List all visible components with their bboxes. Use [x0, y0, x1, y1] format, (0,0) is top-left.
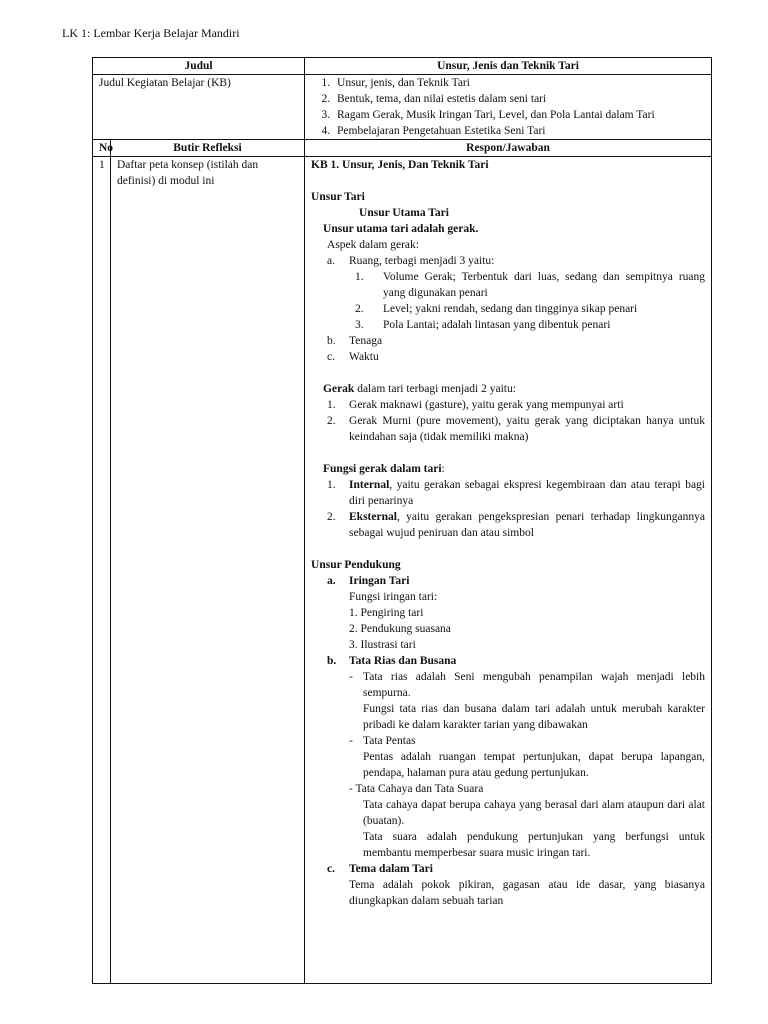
- fungsi-iringan: Fungsi iringan tari:: [349, 591, 438, 603]
- no-header: No: [93, 140, 111, 157]
- fungsi-item-label: Internal: [349, 479, 390, 491]
- row-number: 1: [93, 157, 111, 984]
- column-header-row: [93, 140, 712, 157]
- pentas-label: Tata Pentas: [363, 735, 416, 747]
- aspek-a-text: Ruang, terbagi menjadi 3 yaitu:: [349, 255, 495, 267]
- fungsi-colon: :: [441, 463, 445, 475]
- gerak-label: Gerak: [323, 383, 355, 395]
- respon-header: Respon/Jawaban: [305, 140, 712, 157]
- rias-item: [311, 669, 705, 701]
- iringan-item: 2. Pendukung suasana: [349, 623, 451, 635]
- cahaya-text: Tata cahaya dapat berupa cahaya yang berasal dari alam ataupun dari alat (buatan).: [363, 799, 705, 827]
- kb-item: 1. Unsur, jenis, dan Teknik Tari: [333, 75, 705, 91]
- unsur-tari-heading: Unsur Tari: [311, 191, 365, 203]
- list-marker: 1.: [355, 271, 364, 283]
- title-header-row: [93, 58, 712, 75]
- iringan-item: 3. Ilustrasi tari: [349, 639, 416, 651]
- kb-title: KB 1. Unsur, Jenis, Dan Teknik Tari: [311, 159, 489, 171]
- aspek-b: [311, 333, 705, 349]
- kb-item: 3. Ragam Gerak, Musik Iringan Tari, Level, dan Pola Lantai dalam Tari: [333, 107, 705, 123]
- list-marker: b.: [327, 655, 337, 667]
- rias-text: Tata rias adalah Seni mengubah penampilan wajah menjadi lebih sempurna.: [363, 671, 705, 699]
- gerak-rest: dalam tari terbagi menjadi 2 yaitu:: [354, 383, 516, 395]
- fungsi-item-text: , yaitu gerakan pengekspresian penari terhadap lingkungannya sebagai wujud peniruan dan atau simbol: [349, 511, 705, 539]
- kb-item: 4. Pembelajaran Pengetahuan Estetika Seni Tari: [333, 123, 705, 139]
- aspek-c: [311, 349, 705, 365]
- tema-heading: Tema dalam Tari: [349, 863, 433, 875]
- tema-text: Tema adalah pokok pikiran, gagasan atau ide dasar, yang biasanya diungkapkan dalam sebuah tarian: [349, 879, 705, 907]
- bullet-glyph: [311, 381, 323, 397]
- ruang-item-text: Level; yakni rendah, sedang dan tingginya sikap penari: [383, 303, 638, 315]
- list-marker: 1.: [327, 479, 336, 491]
- fungsi-bullet-row: [311, 461, 705, 477]
- fungsi-label: Fungsi gerak dalam tari: [323, 463, 442, 475]
- ruang-item-text: Pola Lantai; adalah lintasan yang dibentuk penari: [383, 319, 611, 331]
- aspek-a: [311, 253, 705, 269]
- tema-row: [311, 861, 705, 877]
- aspek-text: Aspek dalam gerak:: [327, 239, 419, 251]
- pendukung-heading: Unsur Pendukung: [311, 559, 401, 571]
- ruang-item: [311, 317, 705, 333]
- dash-marker: -: [349, 671, 353, 683]
- fungsi-item-text: , yaitu gerakan sebagai ekspresi kegembiraan dan atau terapi bagi diri penarinya: [349, 479, 705, 507]
- judul-header: Judul: [93, 58, 305, 75]
- cahaya-label: - Tata Cahaya dan Tata Suara: [349, 783, 484, 795]
- kb-item: 2. Bentuk, tema, dan nilai estetis dalam seni tari: [333, 91, 705, 107]
- iringan-row: [311, 573, 705, 589]
- worksheet-table: [92, 57, 712, 984]
- reflection-row: [93, 157, 712, 984]
- kb-list-cell: [305, 75, 712, 140]
- rias-row: [311, 653, 705, 669]
- gerak-bullet-row: [311, 221, 705, 237]
- worksheet-title: LK 1: Lembar Kerja Belajar Mandiri: [62, 26, 240, 40]
- butir-header: Butir Refleksi: [111, 140, 305, 157]
- bullet-glyph: [311, 461, 323, 477]
- kb-label: Judul Kegiatan Belajar (KB): [93, 75, 305, 140]
- pentas-item: [311, 733, 705, 749]
- respon-cell: [305, 157, 712, 984]
- gerak-types-bullet-row: [311, 381, 705, 397]
- list-marker: 1.: [327, 399, 336, 411]
- fungsi-item-label: Eksternal: [349, 511, 397, 523]
- aspek-c-text: Waktu: [349, 351, 379, 363]
- fungsi-item: [311, 477, 705, 509]
- gerak-item: [311, 413, 705, 445]
- list-marker: c.: [327, 351, 335, 363]
- kb-row: [93, 75, 712, 140]
- dash-marker: -: [349, 735, 353, 747]
- gerak-item: [311, 397, 705, 413]
- unsur-header: Unsur, Jenis dan Teknik Tari: [305, 58, 712, 75]
- ruang-item: [311, 301, 705, 317]
- pentas-text: Pentas adalah ruangan tempat pertunjukan, dapat berupa lapangan, pendapa, halaman pura atau gedung pertunjukan.: [363, 751, 705, 779]
- fungsi-item: [311, 509, 705, 541]
- aspek-b-text: Tenaga: [349, 335, 383, 347]
- gerak-heading: Unsur utama tari adalah gerak.: [323, 223, 479, 235]
- list-marker: 2.: [355, 303, 364, 315]
- unsur-utama-heading: Unsur Utama Tari: [359, 207, 449, 219]
- butir-text: Daftar peta konsep (istilah dan definisi) di modul ini: [111, 157, 305, 984]
- list-marker: 2.: [327, 415, 336, 427]
- list-marker: a.: [327, 575, 336, 587]
- list-marker: 2.: [327, 511, 336, 523]
- list-marker: c.: [327, 863, 335, 875]
- list-marker: b.: [327, 335, 336, 347]
- iringan-item: 1. Pengiring tari: [349, 607, 424, 619]
- rias-fungsi-text: Fungsi tata rias dan busana dalam tari adalah untuk merubah karakter pribadi ke dalam karakter tarian yang dibawakan: [363, 703, 705, 731]
- kb-list: [311, 75, 705, 139]
- ruang-item-text: Volume Gerak; Terbentuk dari luas, sedang dan sempitnya ruang yang digunakan penari: [383, 271, 705, 299]
- gerak-item-text: Gerak Murni (pure movement), yaitu gerak yang diciptakan hanya untuk keindahan saja (tidak memiliki makna): [349, 415, 705, 443]
- rias-heading: Tata Rias dan Busana: [349, 655, 457, 667]
- list-marker: 3.: [355, 319, 364, 331]
- bullet-glyph: [311, 221, 323, 237]
- suara-text: Tata suara adalah pendukung pertunjukan yang berfungsi untuk membantu memperbesar suara music iringan tari.: [363, 831, 705, 859]
- list-marker: a.: [327, 255, 335, 267]
- ruang-item: [311, 269, 705, 301]
- gerak-item-text: Gerak maknawi (gasture), yaitu gerak yang mempunyai arti: [349, 399, 624, 411]
- iringan-heading: Iringan Tari: [349, 575, 410, 587]
